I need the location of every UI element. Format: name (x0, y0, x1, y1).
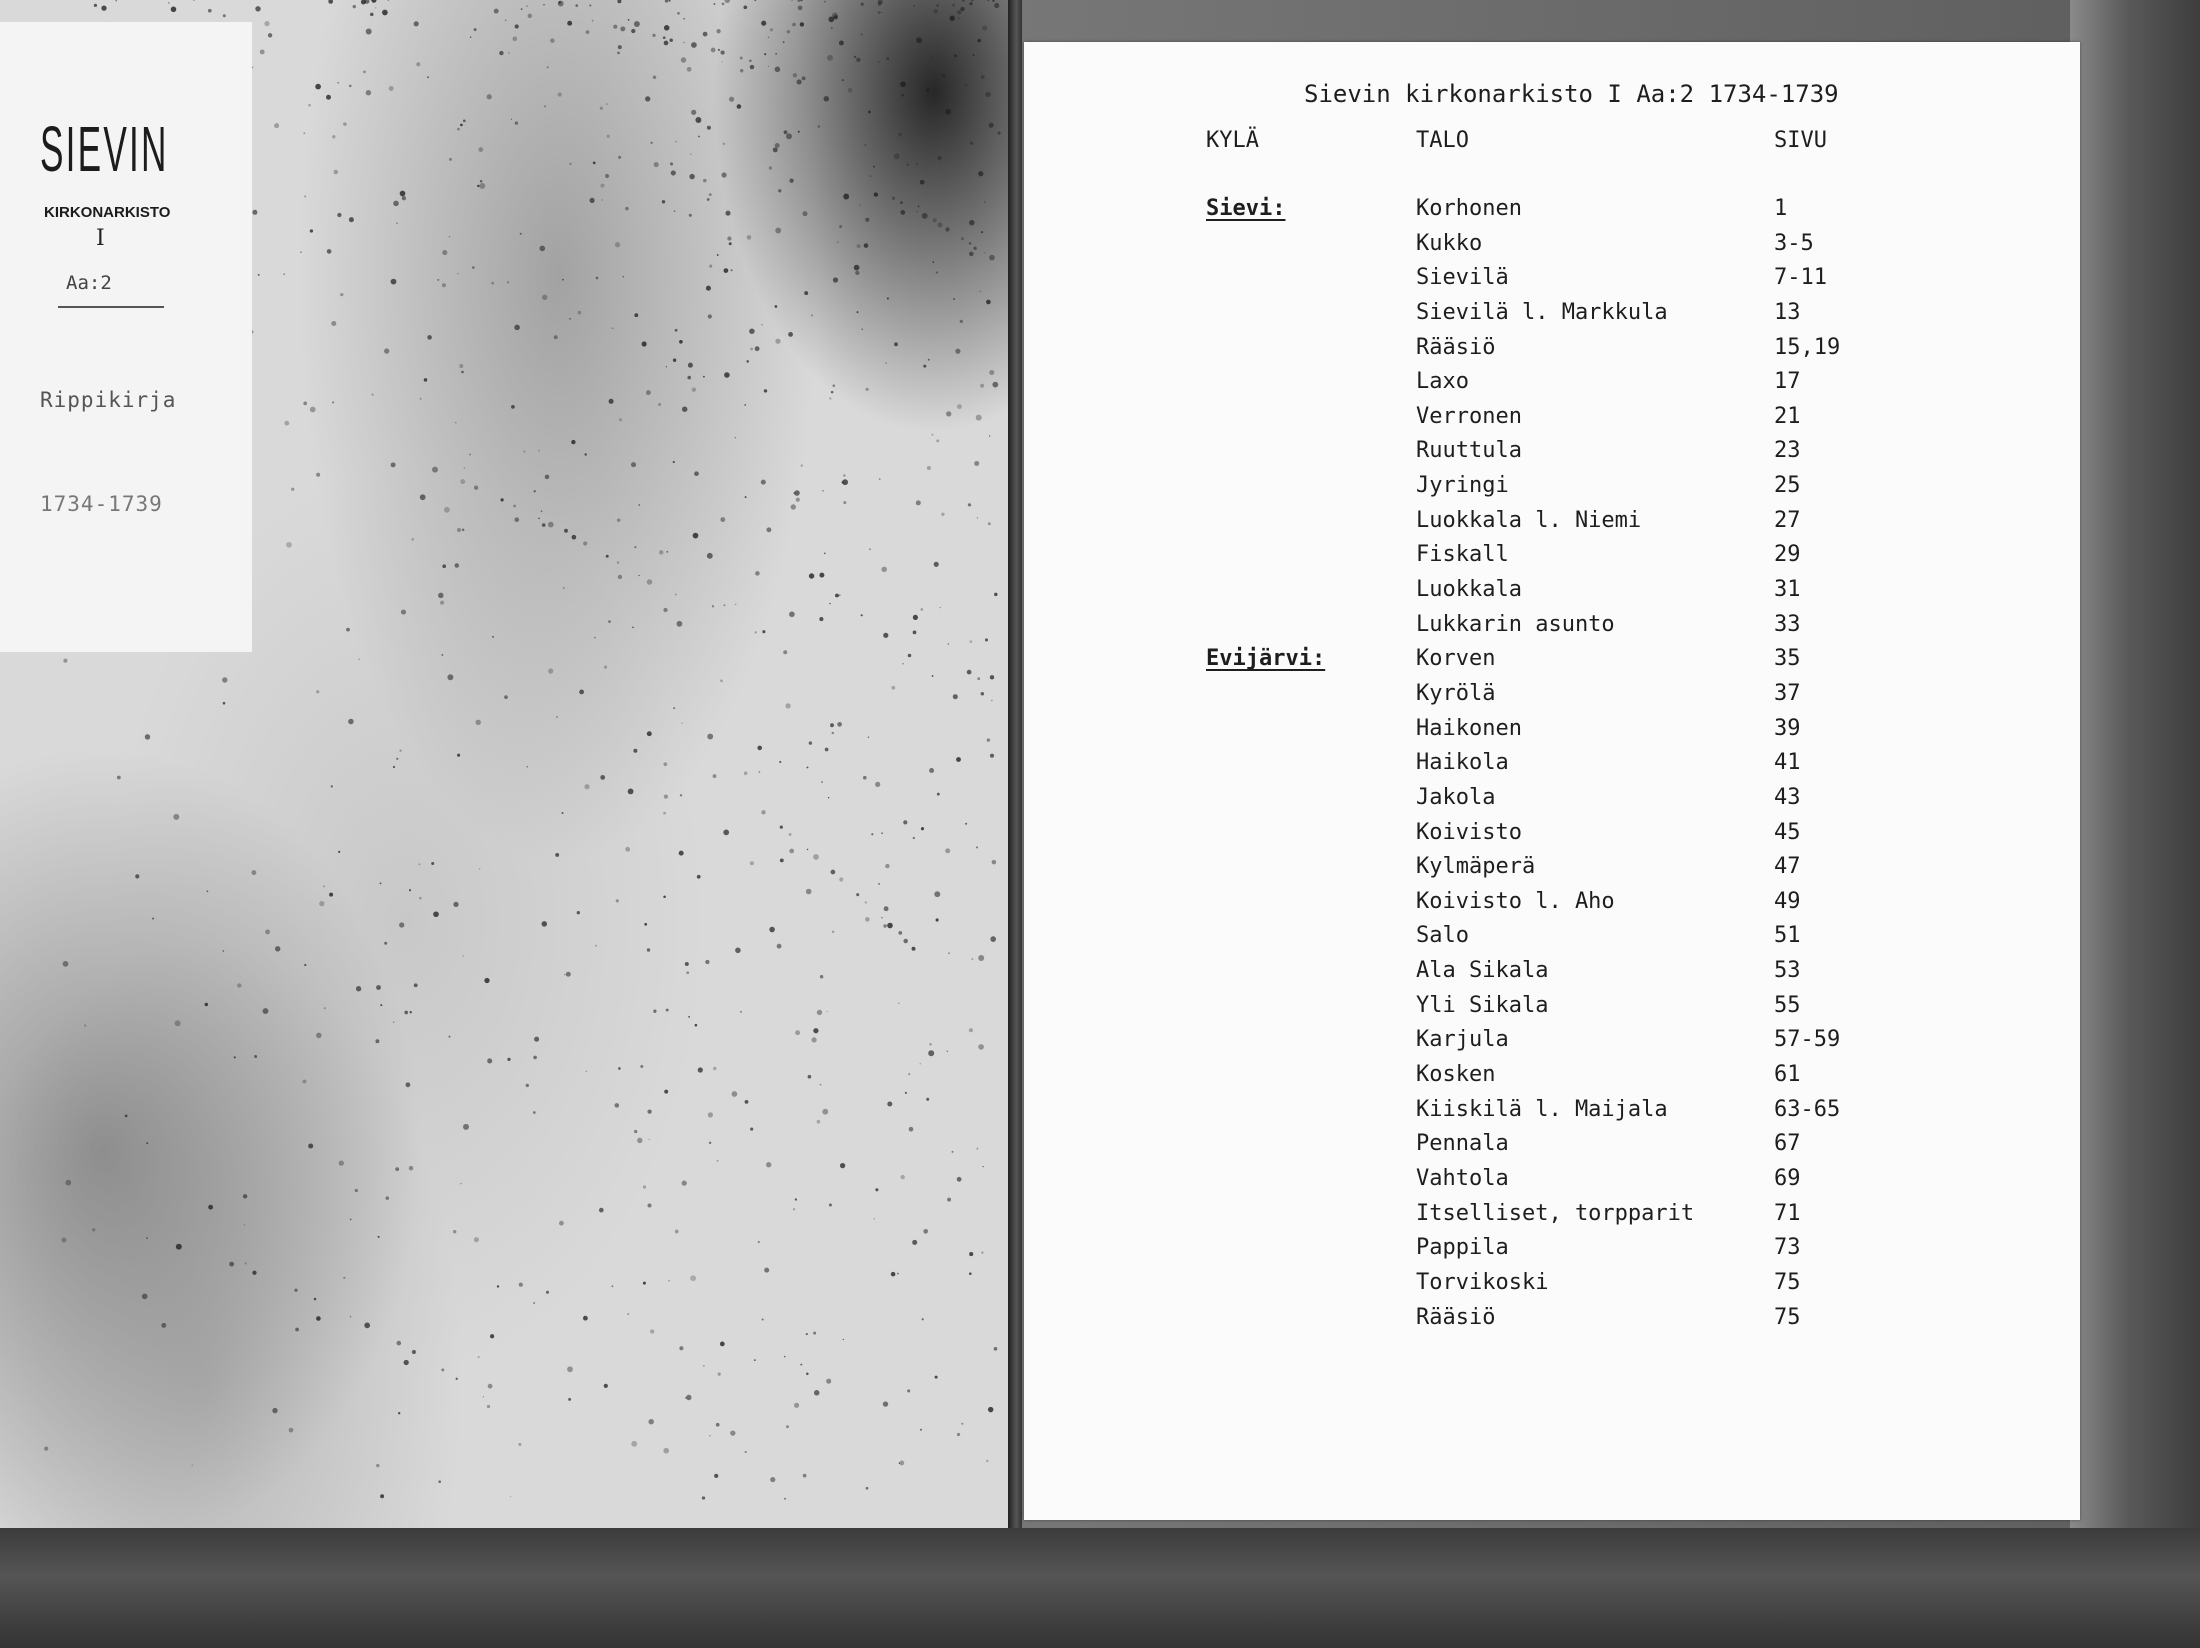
index-house-cell: Pennala (1416, 1131, 1509, 1157)
index-page-cell: 45 (1774, 819, 1801, 845)
index-row (1024, 265, 2080, 300)
column-header-village: KYLÄ (1206, 128, 1259, 153)
index-row (1024, 577, 2080, 612)
index-house-cell: Verronen (1416, 403, 1522, 429)
typed-index-sheet (1024, 42, 2080, 1520)
label-title: SIEVIN (40, 113, 169, 185)
index-house-cell: Torvikoski (1416, 1269, 1549, 1295)
index-house-cell: Salo (1416, 923, 1469, 949)
index-house-cell: Sievilä (1416, 265, 1509, 291)
label-years: 1734-1739 (40, 492, 163, 516)
index-page-cell: 33 (1774, 611, 1801, 637)
index-row (1024, 993, 2080, 1028)
index-page-cell: 1 (1774, 196, 1788, 221)
index-row (1024, 438, 2080, 473)
index-page-cell: 75 (1774, 1269, 1801, 1295)
index-page-cell: 51 (1774, 923, 1801, 949)
sheet-title: Sievin kirkonarkisto I Aa:2 1734-1739 (1304, 80, 1839, 108)
index-house-cell: Kylmäperä (1416, 854, 1536, 880)
index-page-cell: 29 (1774, 542, 1801, 568)
index-house-cell: Haikola (1416, 750, 1509, 776)
index-page-cell: 21 (1774, 403, 1801, 429)
index-house-cell: Korhonen (1416, 196, 1522, 221)
index-page-cell: 71 (1774, 1200, 1801, 1226)
index-house-cell: Haikonen (1416, 715, 1522, 741)
index-rows (1024, 196, 2080, 1339)
index-row (1024, 820, 2080, 855)
index-row (1024, 1027, 2080, 1062)
label-document-kind: Rippikirja (40, 388, 177, 412)
index-page-cell: 55 (1774, 992, 1801, 1018)
index-house-cell: Jakola (1416, 784, 1496, 810)
index-house-cell: Yli Sikala (1416, 992, 1549, 1018)
index-page-cell: 31 (1774, 577, 1801, 603)
index-row (1024, 646, 2080, 681)
index-house-cell: Luokkala l. Niemi (1416, 507, 1642, 533)
scanner-background-right (2070, 0, 2200, 1648)
index-house-cell: Luokkala (1416, 577, 1522, 603)
index-page-cell: 27 (1774, 507, 1801, 533)
index-row (1024, 369, 2080, 404)
index-house-cell: Kosken (1416, 1062, 1496, 1088)
scanner-background-bottom (0, 1528, 2200, 1648)
index-page-cell: 15,19 (1774, 334, 1841, 360)
index-row (1024, 854, 2080, 889)
index-house-cell: Korven (1416, 646, 1496, 672)
index-row (1024, 404, 2080, 439)
index-village-cell: Sievi: (1206, 196, 1286, 221)
column-header-page: SIVU (1774, 128, 1827, 153)
index-page-cell: 75 (1774, 1304, 1801, 1330)
index-row (1024, 1235, 2080, 1270)
index-row (1024, 1166, 2080, 1201)
book-spine-gutter (1008, 0, 1022, 1540)
index-house-cell: Kyrölä (1416, 680, 1496, 706)
index-row (1024, 750, 2080, 785)
index-house-cell: Ala Sikala (1416, 958, 1549, 984)
index-page-cell: 49 (1774, 888, 1801, 914)
label-series: I (96, 226, 105, 251)
index-row (1024, 1097, 2080, 1132)
index-house-cell: Sievilä l. Markkula (1416, 299, 1668, 325)
index-row (1024, 335, 2080, 370)
index-row (1024, 300, 2080, 335)
index-row (1024, 231, 2080, 266)
index-row (1024, 196, 2080, 231)
index-house-cell: Itselliset, torpparit (1416, 1200, 1695, 1226)
index-page-cell: 53 (1774, 958, 1801, 984)
index-row (1024, 473, 2080, 508)
index-house-cell: Laxo (1416, 369, 1469, 395)
index-house-cell: Vahtola (1416, 1165, 1509, 1191)
index-house-cell: Karjula (1416, 1027, 1509, 1053)
index-page-cell: 39 (1774, 715, 1801, 741)
index-row (1024, 508, 2080, 543)
index-page-cell: 17 (1774, 369, 1801, 395)
index-row (1024, 612, 2080, 647)
label-subtitle: KIRKONARKISTO (44, 204, 171, 221)
spine-label-card (0, 22, 252, 652)
label-underline (58, 306, 164, 308)
index-row (1024, 1131, 2080, 1166)
index-page-cell: 25 (1774, 473, 1801, 499)
index-house-cell: Fiskall (1416, 542, 1509, 568)
index-row (1024, 1270, 2080, 1305)
column-header-house: TALO (1416, 128, 1469, 153)
index-village-cell: Evijärvi: (1206, 646, 1326, 672)
index-house-cell: Kiiskilä l. Maijala (1416, 1096, 1668, 1122)
index-row (1024, 889, 2080, 924)
index-row (1024, 1062, 2080, 1097)
index-page-cell: 3-5 (1774, 230, 1814, 256)
index-row (1024, 785, 2080, 820)
index-page-cell: 13 (1774, 299, 1801, 325)
index-house-cell: Koivisto (1416, 819, 1522, 845)
index-page-cell: 61 (1774, 1062, 1801, 1088)
index-page-cell: 35 (1774, 646, 1801, 672)
index-page-cell: 7-11 (1774, 265, 1827, 291)
index-house-cell: Kukko (1416, 230, 1483, 256)
index-house-cell: Rääsiö (1416, 1304, 1496, 1330)
index-page-cell: 67 (1774, 1131, 1801, 1157)
index-page-cell: 47 (1774, 854, 1801, 880)
index-house-cell: Ruuttula (1416, 438, 1522, 464)
index-row (1024, 1201, 2080, 1236)
index-page-cell: 73 (1774, 1235, 1801, 1261)
index-row (1024, 716, 2080, 751)
index-page-cell: 63-65 (1774, 1096, 1841, 1122)
index-page-cell: 37 (1774, 680, 1801, 706)
index-house-cell: Lukkarin asunto (1416, 611, 1615, 637)
index-page-cell: 23 (1774, 438, 1801, 464)
index-page-cell: 57-59 (1774, 1027, 1841, 1053)
index-row (1024, 542, 2080, 577)
index-house-cell: Jyringi (1416, 473, 1509, 499)
index-house-cell: Koivisto l. Aho (1416, 888, 1615, 914)
index-row (1024, 958, 2080, 993)
label-archive-code: Aa:2 (66, 272, 112, 294)
index-page-cell: 69 (1774, 1165, 1801, 1191)
index-house-cell: Pappila (1416, 1235, 1509, 1261)
index-row (1024, 1305, 2080, 1340)
index-row (1024, 681, 2080, 716)
index-house-cell: Rääsiö (1416, 334, 1496, 360)
index-row (1024, 923, 2080, 958)
index-page-cell: 41 (1774, 750, 1801, 776)
index-page-cell: 43 (1774, 784, 1801, 810)
